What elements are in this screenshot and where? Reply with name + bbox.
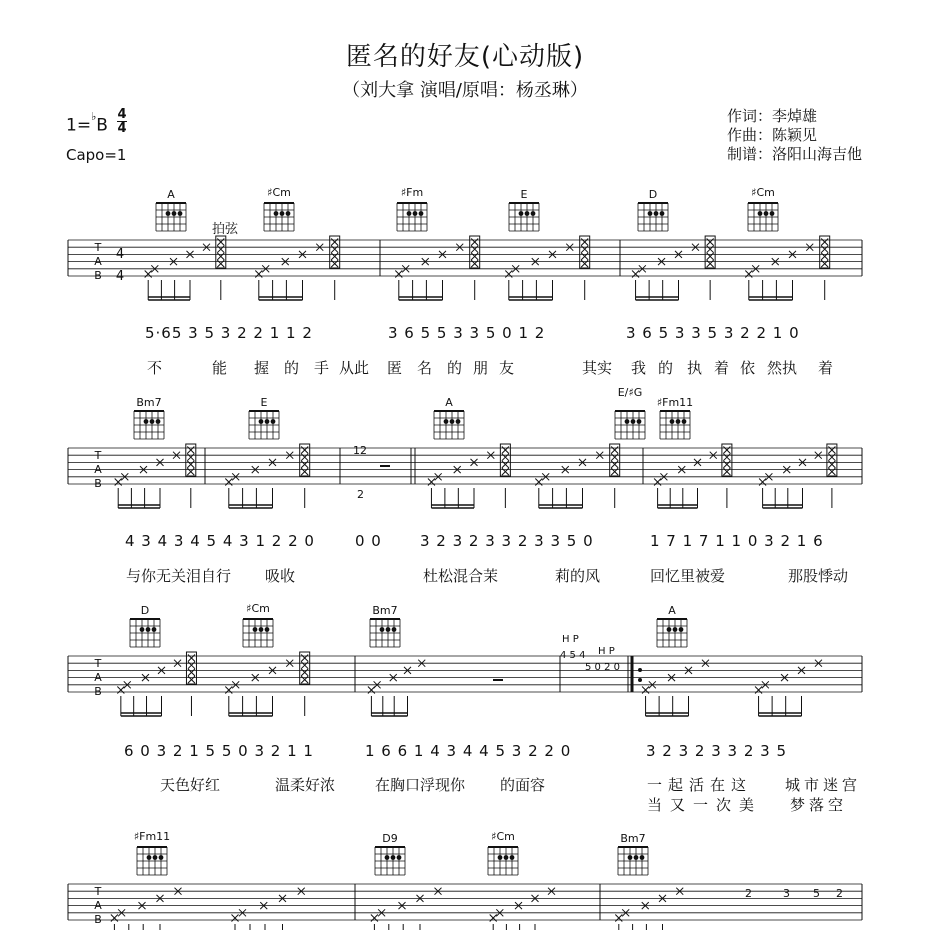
finger-dot: [386, 627, 391, 632]
lyric: 着: [818, 359, 834, 377]
chord-name: Bm7: [372, 604, 398, 617]
finger-dot: [673, 627, 678, 632]
finger-dot: [407, 211, 412, 216]
flat-sign: ♭: [91, 110, 97, 123]
finger-dot: [682, 419, 687, 424]
finger-dot: [156, 419, 161, 424]
lyric: 依: [740, 359, 756, 377]
finger-dot: [679, 627, 684, 632]
chord-name: E: [520, 188, 528, 201]
finger-dot: [152, 627, 157, 632]
tab-letter-b: B: [94, 269, 102, 282]
jianpu-line: 3 6 5 3 3 5 3 2 2 1 0: [626, 324, 800, 342]
chord-name: ♯Fm: [400, 186, 424, 199]
chord-name: ♯Cm: [267, 186, 291, 199]
lyric: 一起活在这: [647, 776, 753, 794]
finger-dot: [259, 419, 264, 424]
lyric: 朋: [473, 359, 489, 377]
finger-dot: [385, 855, 390, 860]
chord-name: A: [445, 396, 453, 409]
arranger: 制谱：洛阳山海吉他: [726, 145, 862, 163]
finger-dot: [504, 855, 509, 860]
chord-name: E/♯G: [617, 386, 643, 399]
finger-dot: [144, 419, 149, 424]
chord-name: D: [648, 188, 658, 201]
fret-numbers: 5 0 2 0: [585, 662, 620, 673]
finger-dot: [150, 419, 155, 424]
lyric: 那股悸动: [788, 567, 849, 585]
tab-letter-a: A: [94, 671, 102, 684]
lyric: 回忆里被爱: [650, 567, 726, 585]
fret-number: 5: [813, 887, 820, 900]
lyric: 其实: [582, 359, 613, 377]
chord-name: D: [140, 604, 150, 617]
lyric: 手: [314, 359, 330, 377]
jianpu-line: 3 6 5 5 3 3 5 0 1 2: [388, 324, 546, 342]
key-note: B: [96, 115, 108, 136]
finger-dot: [628, 855, 633, 860]
tab-letter-t: T: [94, 657, 102, 670]
lyricist: 作词：李焯雄: [726, 107, 817, 125]
repeat-dot: [638, 668, 642, 672]
time-sig-bottom: 4: [117, 121, 127, 136]
finger-dot: [265, 627, 270, 632]
lyric: 能: [212, 359, 228, 377]
finger-dot: [660, 211, 665, 216]
lyric: 梦落空: [790, 796, 848, 814]
finger-dot: [637, 419, 642, 424]
capo-label: Capo=1: [66, 146, 127, 164]
finger-dot: [153, 855, 158, 860]
finger-dot: [280, 211, 285, 216]
finger-dot: [159, 855, 164, 860]
finger-dot: [676, 419, 681, 424]
finger-dot: [531, 211, 536, 216]
chord-name: ♯Fm11: [133, 830, 171, 843]
finger-dot: [380, 627, 385, 632]
finger-dot: [166, 211, 171, 216]
tab-timesig: 4: [115, 247, 125, 262]
tab-letter-t: T: [94, 885, 102, 898]
finger-dot: [286, 211, 291, 216]
lyric: 不: [147, 359, 163, 377]
finger-dot: [391, 855, 396, 860]
hammer-pull: H P: [562, 634, 579, 645]
time-sig-top: 4: [117, 107, 127, 122]
tab-letter-b: B: [94, 477, 102, 490]
tab-timesig: 4: [115, 269, 125, 284]
song-subtitle: （刘大拿 演唱/原唱：杨丞琳）: [342, 80, 588, 101]
lyric: 在胸口浮现你: [375, 776, 466, 794]
tab-letter-a: A: [94, 255, 102, 268]
lyric: 的面容: [500, 776, 546, 794]
finger-dot: [259, 627, 264, 632]
chord-name: ♯Cm: [491, 830, 515, 843]
lyric: 天色好红: [160, 776, 221, 794]
tab-letter-b: B: [94, 913, 102, 926]
chord-name: D9: [382, 832, 398, 845]
rest-count: 12: [353, 444, 367, 457]
rest-count: 2: [357, 488, 364, 501]
lyric: 杜松混合茉: [423, 567, 499, 585]
technique-annotation: 拍弦: [212, 222, 239, 237]
chord-name: Bm7: [136, 396, 162, 409]
lyric: 握: [254, 359, 270, 377]
chord-name: A: [668, 604, 676, 617]
finger-dot: [648, 211, 653, 216]
finger-dot: [670, 419, 675, 424]
lyric: 与你无关泪自行: [126, 567, 232, 585]
finger-dot: [450, 419, 455, 424]
lyric: 名: [417, 359, 433, 377]
finger-dot: [140, 627, 145, 632]
lyric: 的: [658, 359, 674, 377]
fret-numbers: 4 5 4: [560, 650, 586, 661]
jianpu-line: 5·65 3 5 3 2 2 1 1 2: [145, 324, 313, 342]
jianpu-line: 1 7 1 7 1 1 0 3 2 1 6: [650, 532, 824, 550]
hammer-pull: H P: [598, 646, 615, 657]
finger-dot: [764, 211, 769, 216]
tab-letter-t: T: [94, 241, 102, 254]
lyric: 匿: [387, 359, 403, 377]
lyric: 当又一次美: [647, 796, 763, 814]
finger-dot: [758, 211, 763, 216]
jianpu-line: 6 0 3 2 1 5 5 0 3 2 1 1: [124, 742, 314, 760]
finger-dot: [419, 211, 424, 216]
tab-letter-t: T: [94, 449, 102, 462]
finger-dot: [519, 211, 524, 216]
jianpu-line: 4 3 4 3 4 5 4 3 1 2 2 0: [125, 532, 315, 550]
lyric: 然执: [767, 359, 798, 377]
jianpu-line: 3 2 3 2 3 3 2 3 3 5 0: [420, 532, 594, 550]
tab-letter-a: A: [94, 899, 102, 912]
finger-dot: [667, 627, 672, 632]
chord-name: A: [167, 188, 175, 201]
tab-letter-a: A: [94, 463, 102, 476]
finger-dot: [271, 419, 276, 424]
chord-name: Bm7: [620, 832, 646, 845]
lyric: 城市迷宫: [785, 776, 862, 794]
finger-dot: [392, 627, 397, 632]
finger-dot: [625, 419, 630, 424]
lyric: 着: [714, 359, 730, 377]
jianpu-line: 0 0: [355, 532, 382, 550]
fret-number: 2: [745, 887, 752, 900]
finger-dot: [770, 211, 775, 216]
lyric: 莉的风: [555, 567, 601, 585]
finger-dot: [253, 627, 258, 632]
finger-dot: [456, 419, 461, 424]
finger-dot: [265, 419, 270, 424]
lyric: 温柔好浓: [275, 776, 336, 794]
chord-name: ♯Cm: [246, 602, 270, 615]
jianpu-line: 1 6 6 1 4 3 4 4 5 3 2 2 0: [365, 742, 572, 760]
key-prefix: 1=: [66, 115, 92, 136]
finger-dot: [631, 419, 636, 424]
composer: 作曲：陈颖见: [726, 126, 817, 144]
finger-dot: [172, 211, 177, 216]
song-title: 匿名的好友(心动版): [345, 42, 585, 72]
finger-dot: [654, 211, 659, 216]
finger-dot: [147, 855, 152, 860]
fret-number: 2: [836, 887, 843, 900]
finger-dot: [525, 211, 530, 216]
finger-dot: [498, 855, 503, 860]
finger-dot: [634, 855, 639, 860]
lyric: 从此: [339, 359, 370, 377]
finger-dot: [274, 211, 279, 216]
finger-dot: [444, 419, 449, 424]
tab-letter-b: B: [94, 685, 102, 698]
lyric: 执: [687, 359, 703, 377]
repeat-dot: [638, 678, 642, 682]
chord-name: ♯Cm: [751, 186, 775, 199]
chord-name: E: [260, 396, 268, 409]
lyric: 的: [284, 359, 300, 377]
jianpu-line: 3 2 3 2 3 3 2 3 5: [646, 742, 788, 760]
finger-dot: [640, 855, 645, 860]
finger-dot: [413, 211, 418, 216]
finger-dot: [397, 855, 402, 860]
fret-number: 3: [783, 887, 790, 900]
finger-dot: [146, 627, 151, 632]
lyric: 我: [631, 359, 647, 377]
lyric: 吸收: [265, 567, 296, 585]
lyric: 友: [499, 359, 515, 377]
lyric: 的: [447, 359, 463, 377]
chord-name: ♯Fm11: [656, 396, 694, 409]
finger-dot: [178, 211, 183, 216]
finger-dot: [510, 855, 515, 860]
